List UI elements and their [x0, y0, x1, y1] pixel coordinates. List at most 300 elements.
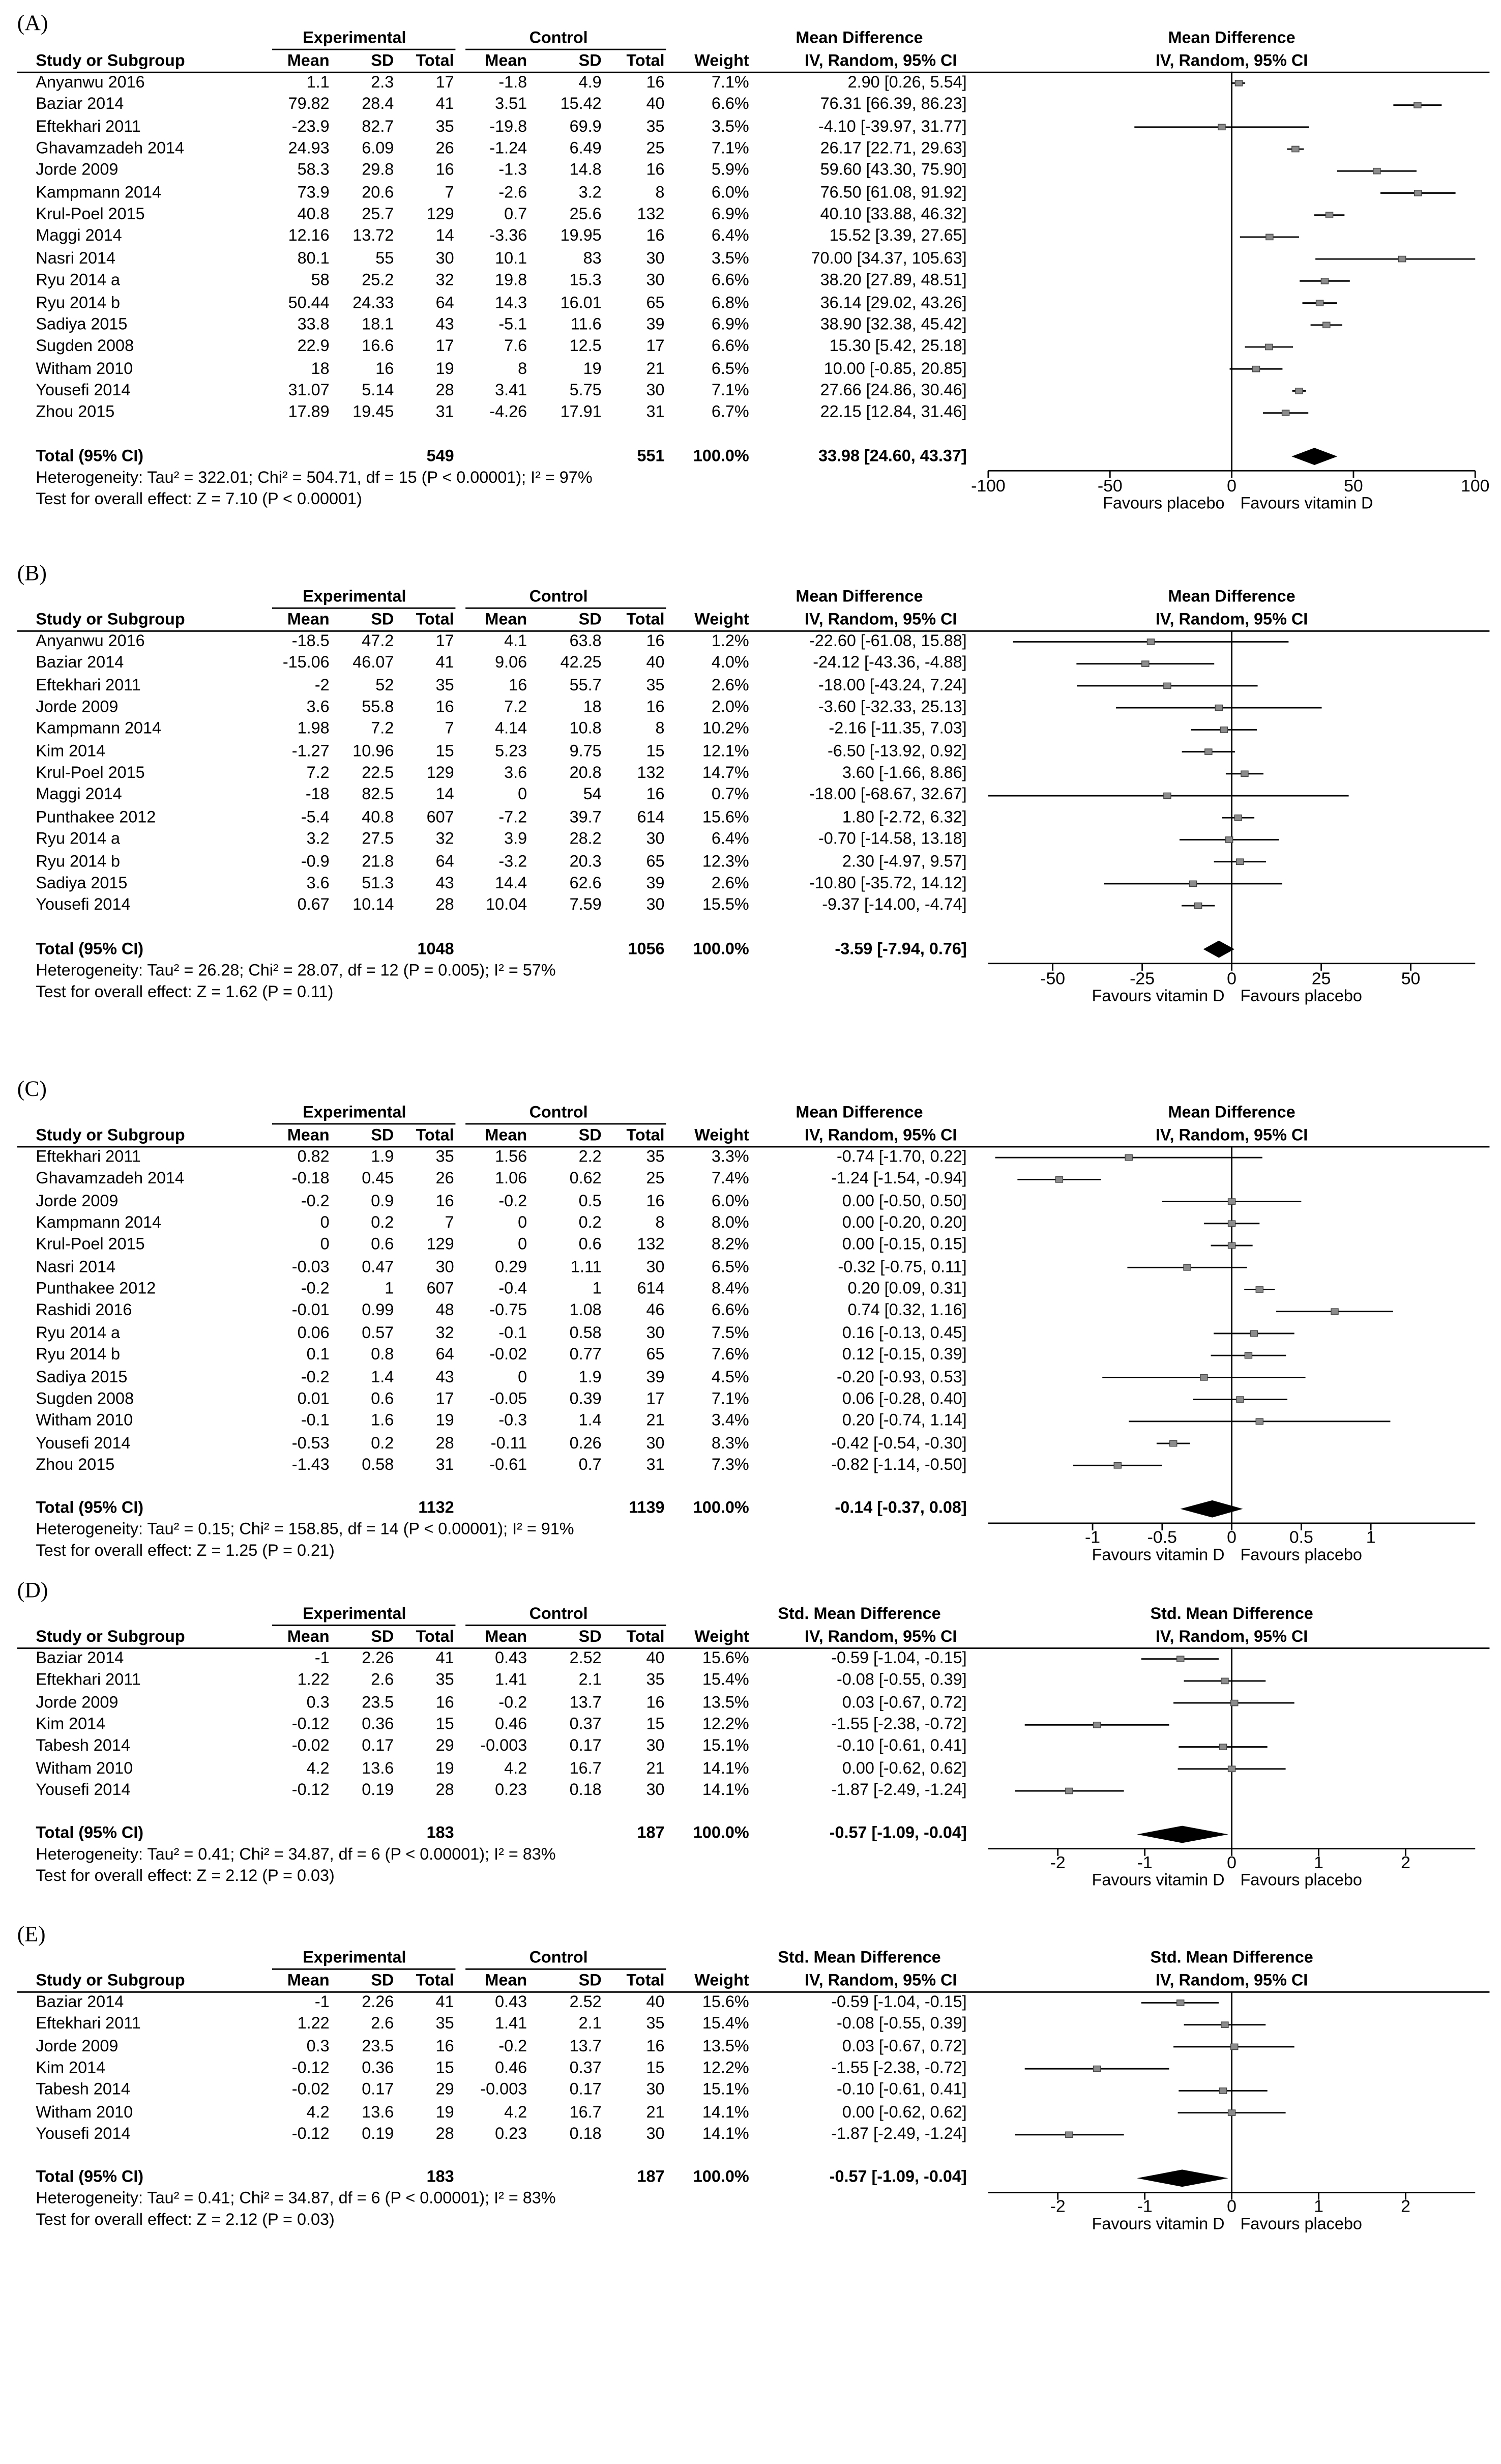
- study-estimate-marker: [1190, 881, 1197, 886]
- exp-total-header: Total: [416, 1629, 454, 1646]
- study-c-mean: 1.56: [495, 1149, 527, 1167]
- study-e-mean: 58: [311, 272, 330, 290]
- study-c-total: 30: [646, 1435, 665, 1452]
- study-e-mean: 1.22: [297, 2016, 330, 2034]
- study-c-sd: 16.7: [569, 2104, 602, 2122]
- study-e-mean: 73.9: [297, 184, 330, 202]
- study-c-total: 15: [646, 743, 665, 761]
- study-e-mean: 0.01: [297, 1390, 330, 1408]
- study-weight: 7.4%: [711, 1171, 749, 1188]
- plot-ci-method-header: IV, Random, 95% CI: [1155, 1127, 1308, 1145]
- forest-panel: [0, 1075, 1501, 1619]
- study-estimate-marker: [1205, 749, 1212, 755]
- study-column-header: Study or Subgroup: [36, 53, 185, 70]
- study-c-sd: 0.37: [569, 2060, 602, 2078]
- study-e-total: 7: [445, 1214, 454, 1232]
- study-e-mean: 40.8: [297, 206, 330, 224]
- ci-method-header: IV, Random, 95% CI: [805, 53, 957, 70]
- study-name: Eftekhari 2011: [36, 118, 141, 136]
- overall-effect-test: Test for overall effect: Z = 1.25 (P = 0.21): [36, 1543, 335, 1561]
- study-estimate-marker: [1321, 278, 1328, 284]
- study-name: Baziar 2014: [36, 1650, 124, 1668]
- study-c-mean: 10.1: [495, 250, 527, 268]
- x-tick-label: -50: [1040, 968, 1066, 988]
- study-c-mean: -0.2: [498, 2038, 527, 2055]
- weight-header: Weight: [694, 612, 749, 629]
- panel-label: (C): [17, 1077, 47, 1102]
- study-ci-text: -0.20 [-0.93, 0.53]: [836, 1369, 967, 1386]
- study-c-total: 39: [646, 316, 665, 334]
- study-c-total: 16: [646, 2038, 665, 2055]
- study-e-sd: 21.8: [362, 853, 394, 871]
- study-name: Eftekhari 2011: [36, 1672, 141, 1690]
- study-weight: 6.5%: [711, 360, 749, 378]
- study-c-total: 17: [646, 1390, 665, 1408]
- study-estimate-marker: [1245, 1353, 1252, 1358]
- study-name: Yousefi 2014: [36, 382, 131, 400]
- study-estimate-marker: [1114, 1463, 1121, 1468]
- study-e-sd: 10.14: [352, 897, 394, 915]
- study-ci-text: -22.60 [-61.08, 15.88]: [809, 633, 967, 651]
- study-e-mean: 7.2: [306, 765, 330, 782]
- study-name: Krul-Poel 2015: [36, 765, 145, 782]
- study-e-sd: 25.2: [362, 272, 394, 290]
- study-c-sd: 2.52: [569, 1650, 602, 1668]
- study-e-total: 17: [435, 1390, 454, 1408]
- study-c-sd: 0.58: [569, 1325, 602, 1342]
- study-c-mean: -7.2: [498, 809, 527, 827]
- study-c-total: 16: [646, 633, 665, 651]
- study-weight: 2.0%: [711, 699, 749, 717]
- ctl-total-header: Total: [626, 53, 665, 70]
- study-weight: 6.6%: [711, 272, 749, 290]
- study-c-mean: 0.29: [495, 1259, 527, 1277]
- study-e-mean: 0.82: [297, 1149, 330, 1167]
- study-e-sd: 24.33: [352, 294, 394, 312]
- study-e-total: 43: [435, 875, 454, 892]
- favours-left-label: Favours placebo: [1103, 495, 1225, 512]
- heterogeneity-stat: Heterogeneity: Tau² = 0.41; Chi² = 34.87, df = 6 (P < 0.00001); I² = 83%: [36, 1847, 556, 1865]
- study-c-mean: -0.4: [498, 1281, 527, 1298]
- study-weight: 15.1%: [702, 1738, 749, 1756]
- study-estimate-marker: [1256, 1287, 1263, 1292]
- study-e-total: 17: [435, 74, 454, 92]
- study-c-mean: 0.43: [495, 1994, 527, 2012]
- study-c-mean: 8: [518, 360, 527, 378]
- study-e-total: 14: [435, 228, 454, 246]
- study-e-total: 28: [435, 897, 454, 915]
- study-estimate-marker: [1228, 1199, 1235, 1204]
- study-e-mean: -1: [314, 1994, 330, 2012]
- total-label: Total (95% CI): [36, 2169, 144, 2187]
- study-c-total: 132: [637, 1237, 665, 1254]
- study-ci-text: 15.30 [5.42, 25.18]: [829, 338, 967, 356]
- study-c-mean: 1.41: [495, 1672, 527, 1690]
- study-ci-text: 2.90 [0.26, 5.54]: [847, 74, 967, 92]
- study-e-mean: -0.53: [291, 1435, 330, 1452]
- heterogeneity-stat: Heterogeneity: Tau² = 0.41; Chi² = 34.87, df = 6 (P < 0.00001); I² = 83%: [36, 2191, 556, 2209]
- study-e-sd: 0.2: [371, 1435, 394, 1452]
- ctl-mean-header: Mean: [485, 1629, 527, 1646]
- study-c-total: 21: [646, 2104, 665, 2122]
- study-c-total: 40: [646, 1650, 665, 1668]
- study-e-mean: -0.2: [301, 1281, 330, 1298]
- study-c-sd: 0.77: [569, 1347, 602, 1365]
- study-c-total: 30: [646, 1259, 665, 1277]
- study-c-total: 65: [646, 294, 665, 312]
- study-c-mean: 1.06: [495, 1171, 527, 1188]
- exp-sd-header: SD: [371, 1127, 394, 1145]
- study-c-total: 35: [646, 118, 665, 136]
- study-c-total: 17: [646, 338, 665, 356]
- study-c-mean: -0.75: [489, 1302, 527, 1320]
- study-name: Kim 2014: [36, 743, 106, 761]
- study-e-sd: 13.72: [352, 228, 394, 246]
- study-c-total: 40: [646, 96, 665, 114]
- ci-method-header: IV, Random, 95% CI: [805, 1127, 957, 1145]
- study-c-total: 35: [646, 1672, 665, 1690]
- study-name: Nasri 2014: [36, 1259, 116, 1277]
- forest-plot-svg: [0, 1920, 1501, 2464]
- study-e-sd: 2.6: [371, 2016, 394, 2034]
- study-ci-text: 59.60 [43.30, 75.90]: [820, 162, 967, 180]
- ci-method-header: IV, Random, 95% CI: [805, 1973, 957, 1990]
- study-c-sd: 2.52: [569, 1994, 602, 2012]
- study-e-mean: 12.16: [288, 228, 330, 246]
- study-name: Jorde 2009: [36, 162, 119, 180]
- study-c-sd: 0.18: [569, 1782, 602, 1800]
- study-estimate-marker: [1066, 1788, 1073, 1793]
- study-name: Yousefi 2014: [36, 1782, 131, 1800]
- study-ci-text: -1.55 [-2.38, -0.72]: [831, 2060, 967, 2078]
- ctl-mean-header: Mean: [485, 612, 527, 629]
- study-weight: 15.6%: [702, 809, 749, 827]
- study-estimate-marker: [1296, 388, 1303, 394]
- study-weight: 6.4%: [711, 831, 749, 849]
- study-c-mean: -2.6: [498, 184, 527, 202]
- forest-panel: [0, 559, 1501, 1103]
- study-weight: 12.1%: [702, 743, 749, 761]
- forest-panel: [0, 0, 1501, 544]
- overall-effect-test: Test for overall effect: Z = 2.12 (P = 0.03): [36, 1869, 335, 1886]
- study-weight: 5.9%: [711, 162, 749, 180]
- study-e-total: 64: [435, 1347, 454, 1365]
- experimental-group-header: Experimental: [303, 1104, 406, 1122]
- study-e-mean: -2: [314, 677, 330, 694]
- study-name: Yousefi 2014: [36, 1435, 131, 1452]
- study-e-total: 29: [435, 2082, 454, 2100]
- study-c-mean: 0: [518, 1369, 527, 1386]
- panel-label: (A): [17, 11, 48, 36]
- study-c-mean: 0.23: [495, 2126, 527, 2143]
- plot-measure-header: Mean Difference: [1168, 1104, 1296, 1122]
- study-e-total: 19: [435, 1760, 454, 1778]
- study-e-total: 28: [435, 1435, 454, 1452]
- study-e-total: 7: [445, 721, 454, 739]
- study-e-total: 35: [435, 2016, 454, 2034]
- study-estimate-marker: [1237, 859, 1244, 864]
- study-c-mean: -4.26: [489, 404, 527, 422]
- study-e-total: 16: [435, 699, 454, 717]
- study-weight: 6.7%: [711, 404, 749, 422]
- study-ci-text: -9.37 [-14.00, -4.74]: [822, 897, 967, 915]
- heterogeneity-stat: Heterogeneity: Tau² = 322.01; Chi² = 504.71, df = 15 (P < 0.00001); I² = 97%: [36, 469, 593, 487]
- experimental-group-header: Experimental: [303, 589, 406, 606]
- study-c-mean: -0.1: [498, 1325, 527, 1342]
- study-c-mean: 7.2: [504, 699, 527, 717]
- study-c-total: 8: [655, 184, 665, 202]
- study-e-sd: 23.5: [362, 1694, 394, 1712]
- study-c-total: 30: [646, 897, 665, 915]
- ctl-sd-header: SD: [578, 612, 602, 629]
- panel-label: (D): [17, 1579, 48, 1603]
- favours-left-label: Favours vitamin D: [1092, 1547, 1225, 1565]
- study-estimate-marker: [1228, 1242, 1235, 1248]
- study-ci-text: 76.50 [61.08, 91.92]: [820, 184, 967, 202]
- study-c-total: 614: [637, 1281, 665, 1298]
- study-estimate-marker: [1221, 1678, 1228, 1684]
- total-ctl-n: 187: [637, 1825, 665, 1843]
- x-tick-label: 100: [1461, 475, 1490, 496]
- study-ci-text: -1.87 [-2.49, -1.24]: [831, 1782, 967, 1800]
- study-c-sd: 0.2: [578, 1214, 602, 1232]
- study-c-sd: 1.9: [578, 1369, 602, 1386]
- study-c-sd: 4.9: [578, 74, 602, 92]
- pooled-diamond: [1137, 2169, 1228, 2187]
- x-tick-label: -1: [1137, 2196, 1153, 2217]
- study-e-total: 41: [435, 1994, 454, 2012]
- study-name: Ryu 2014 a: [36, 831, 121, 849]
- study-e-sd: 29.8: [362, 162, 394, 180]
- study-ci-text: 36.14 [29.02, 43.26]: [820, 294, 967, 312]
- total-exp-n: 549: [426, 448, 454, 465]
- study-ci-text: 0.16 [-0.13, 0.45]: [842, 1325, 967, 1342]
- exp-total-header: Total: [416, 53, 454, 70]
- study-c-sd: 0.26: [569, 1435, 602, 1452]
- study-name: Kim 2014: [36, 1716, 106, 1734]
- study-ci-text: 0.00 [-0.15, 0.15]: [842, 1237, 967, 1254]
- study-column-header: Study or Subgroup: [36, 1973, 185, 1990]
- panel-label: (B): [17, 561, 47, 586]
- study-c-mean: 3.41: [495, 382, 527, 400]
- study-e-total: 35: [435, 118, 454, 136]
- study-c-total: 16: [646, 787, 665, 804]
- study-c-mean: -0.2: [498, 1193, 527, 1210]
- study-name: Sugden 2008: [36, 1390, 134, 1408]
- effect-measure-header: Std. Mean Difference: [778, 1950, 941, 1967]
- total-exp-n: 1048: [417, 940, 454, 958]
- study-c-sd: 15.42: [560, 96, 602, 114]
- study-c-sd: 16.7: [569, 1760, 602, 1778]
- study-c-total: 25: [646, 140, 665, 158]
- exp-total-header: Total: [416, 1973, 454, 1990]
- study-estimate-marker: [1142, 661, 1149, 666]
- total-ctl-n: 1139: [629, 1500, 665, 1518]
- study-e-mean: -23.9: [291, 118, 330, 136]
- study-c-mean: -0.11: [490, 1435, 527, 1452]
- study-e-sd: 0.6: [371, 1390, 394, 1408]
- x-tick-label: 50: [1401, 968, 1421, 988]
- study-name: Maggi 2014: [36, 787, 122, 804]
- study-c-mean: -5.1: [498, 316, 527, 334]
- x-tick-label: -100: [971, 475, 1006, 496]
- study-estimate-marker: [1323, 322, 1330, 328]
- study-e-sd: 0.45: [362, 1171, 394, 1188]
- pooled-ci: -0.14 [-0.37, 0.08]: [835, 1500, 967, 1518]
- study-e-mean: 3.2: [306, 831, 330, 849]
- study-e-mean: 4.2: [306, 2104, 330, 2122]
- study-ci-text: -0.10 [-0.61, 0.41]: [836, 1738, 967, 1756]
- study-e-sd: 23.5: [362, 2038, 394, 2055]
- study-c-sd: 1.11: [571, 1259, 602, 1277]
- weight-header: Weight: [694, 1629, 749, 1646]
- study-ci-text: 38.90 [32.38, 45.42]: [820, 316, 967, 334]
- study-c-total: 30: [646, 1782, 665, 1800]
- study-weight: 6.9%: [711, 206, 749, 224]
- study-e-total: 16: [435, 1694, 454, 1712]
- effect-measure-header: Mean Difference: [796, 1104, 923, 1122]
- study-e-sd: 18.1: [362, 316, 394, 334]
- study-e-mean: 33.8: [297, 316, 330, 334]
- study-e-mean: -0.12: [291, 1716, 330, 1734]
- exp-mean-header: Mean: [287, 1127, 330, 1145]
- study-e-mean: -0.03: [291, 1259, 330, 1277]
- study-e-mean: 0: [320, 1237, 330, 1254]
- study-column-header: Study or Subgroup: [36, 1629, 185, 1646]
- study-e-mean: -1: [314, 1650, 330, 1668]
- study-c-mean: 16: [509, 677, 527, 694]
- study-e-sd: 0.58: [362, 1457, 394, 1474]
- study-e-mean: -18.5: [291, 633, 330, 651]
- study-c-total: 30: [646, 831, 665, 849]
- study-e-mean: -0.02: [291, 2082, 330, 2100]
- ctl-mean-header: Mean: [485, 1973, 527, 1990]
- study-e-sd: 25.7: [362, 206, 394, 224]
- study-e-sd: 0.57: [362, 1325, 394, 1342]
- study-ci-text: 0.00 [-0.50, 0.50]: [842, 1193, 967, 1210]
- study-c-sd: 1: [592, 1281, 602, 1298]
- study-weight: 14.1%: [702, 2104, 749, 2122]
- study-c-sd: 83: [583, 250, 602, 268]
- study-e-sd: 5.14: [362, 382, 394, 400]
- study-e-total: 15: [435, 1716, 454, 1734]
- ctl-total-header: Total: [626, 1127, 665, 1145]
- study-weight: 4.0%: [711, 655, 749, 673]
- study-weight: 2.6%: [711, 875, 749, 892]
- study-c-total: 65: [646, 1347, 665, 1365]
- study-weight: 3.5%: [711, 118, 749, 136]
- study-c-total: 31: [646, 1457, 665, 1474]
- study-e-sd: 22.5: [362, 765, 394, 782]
- study-weight: 6.6%: [711, 338, 749, 356]
- study-c-mean: -3.36: [489, 228, 527, 246]
- study-e-sd: 82.5: [362, 787, 394, 804]
- forest-panel: [0, 1920, 1501, 2464]
- favours-right-label: Favours vitamin D: [1240, 495, 1373, 512]
- study-e-sd: 16: [375, 360, 394, 378]
- study-e-total: 19: [435, 2104, 454, 2122]
- study-c-total: 15: [646, 1716, 665, 1734]
- study-e-mean: -1.27: [291, 743, 330, 761]
- study-estimate-marker: [1228, 2110, 1235, 2115]
- study-c-total: 35: [646, 2016, 665, 2034]
- study-e-sd: 19.45: [352, 404, 394, 422]
- study-estimate-marker: [1184, 1265, 1191, 1270]
- study-e-sd: 2.3: [371, 74, 394, 92]
- study-e-sd: 1.6: [371, 1412, 394, 1430]
- study-e-mean: 1.98: [297, 721, 330, 739]
- study-e-mean: 17.89: [288, 404, 330, 422]
- study-estimate-marker: [1231, 2044, 1238, 2049]
- study-ci-text: -2.16 [-11.35, 7.03]: [829, 721, 967, 739]
- study-c-sd: 0.6: [578, 1237, 602, 1254]
- study-e-total: 48: [435, 1302, 454, 1320]
- study-estimate-marker: [1219, 1744, 1226, 1750]
- study-estimate-marker: [1228, 1221, 1235, 1226]
- study-c-sd: 63.8: [569, 633, 602, 651]
- study-c-mean: -0.2: [498, 1694, 527, 1712]
- study-ci-text: -0.70 [-14.58, 13.18]: [818, 831, 967, 849]
- study-e-sd: 0.6: [371, 1237, 394, 1254]
- study-name: Ryu 2014 a: [36, 272, 121, 290]
- study-e-sd: 13.6: [362, 1760, 394, 1778]
- plot-ci-method-header: IV, Random, 95% CI: [1155, 53, 1308, 70]
- study-e-total: 64: [435, 853, 454, 871]
- study-c-total: 21: [646, 1412, 665, 1430]
- pooled-ci: 33.98 [24.60, 43.37]: [818, 448, 967, 465]
- control-group-header: Control: [529, 589, 588, 606]
- study-ci-text: -0.08 [-0.55, 0.39]: [836, 2016, 967, 2034]
- study-weight: 3.3%: [711, 1149, 749, 1167]
- study-e-total: 129: [426, 1237, 454, 1254]
- study-c-total: 25: [646, 1171, 665, 1188]
- study-ci-text: 1.80 [-2.72, 6.32]: [842, 809, 967, 827]
- study-c-mean: -0.003: [480, 2082, 527, 2100]
- study-estimate-marker: [1316, 300, 1323, 306]
- study-e-sd: 55: [375, 250, 394, 268]
- study-c-mean: 0: [518, 787, 527, 804]
- exp-mean-header: Mean: [287, 53, 330, 70]
- study-e-mean: 4.2: [306, 1760, 330, 1778]
- study-e-mean: 80.1: [297, 250, 330, 268]
- study-c-mean: -0.003: [480, 1738, 527, 1756]
- study-e-sd: 82.7: [362, 118, 394, 136]
- study-c-total: 30: [646, 2082, 665, 2100]
- ctl-sd-header: SD: [578, 1127, 602, 1145]
- study-weight: 12.2%: [702, 2060, 749, 2078]
- study-name: Kampmann 2014: [36, 721, 162, 739]
- study-c-total: 30: [646, 382, 665, 400]
- study-estimate-marker: [1399, 256, 1406, 262]
- x-tick-label: 0: [1227, 2196, 1237, 2217]
- study-weight: 6.9%: [711, 316, 749, 334]
- study-estimate-marker: [1292, 146, 1299, 152]
- study-name: Punthakee 2012: [36, 1281, 156, 1298]
- study-c-sd: 69.9: [569, 118, 602, 136]
- x-tick-label: 1: [1366, 1527, 1376, 1548]
- study-c-mean: -0.3: [498, 1412, 527, 1430]
- study-e-mean: 31.07: [288, 382, 330, 400]
- study-name: Ryu 2014 b: [36, 853, 121, 871]
- x-tick-label: -0.5: [1147, 1527, 1177, 1548]
- study-ci-text: 0.00 [-0.20, 0.20]: [842, 1214, 967, 1232]
- study-c-sd: 0.17: [569, 1738, 602, 1756]
- favours-right-label: Favours placebo: [1240, 2217, 1362, 2235]
- study-c-sd: 19.95: [560, 228, 602, 246]
- study-estimate-marker: [1177, 2000, 1184, 2006]
- study-ci-text: 38.20 [27.89, 48.51]: [820, 272, 967, 290]
- study-name: Krul-Poel 2015: [36, 206, 145, 224]
